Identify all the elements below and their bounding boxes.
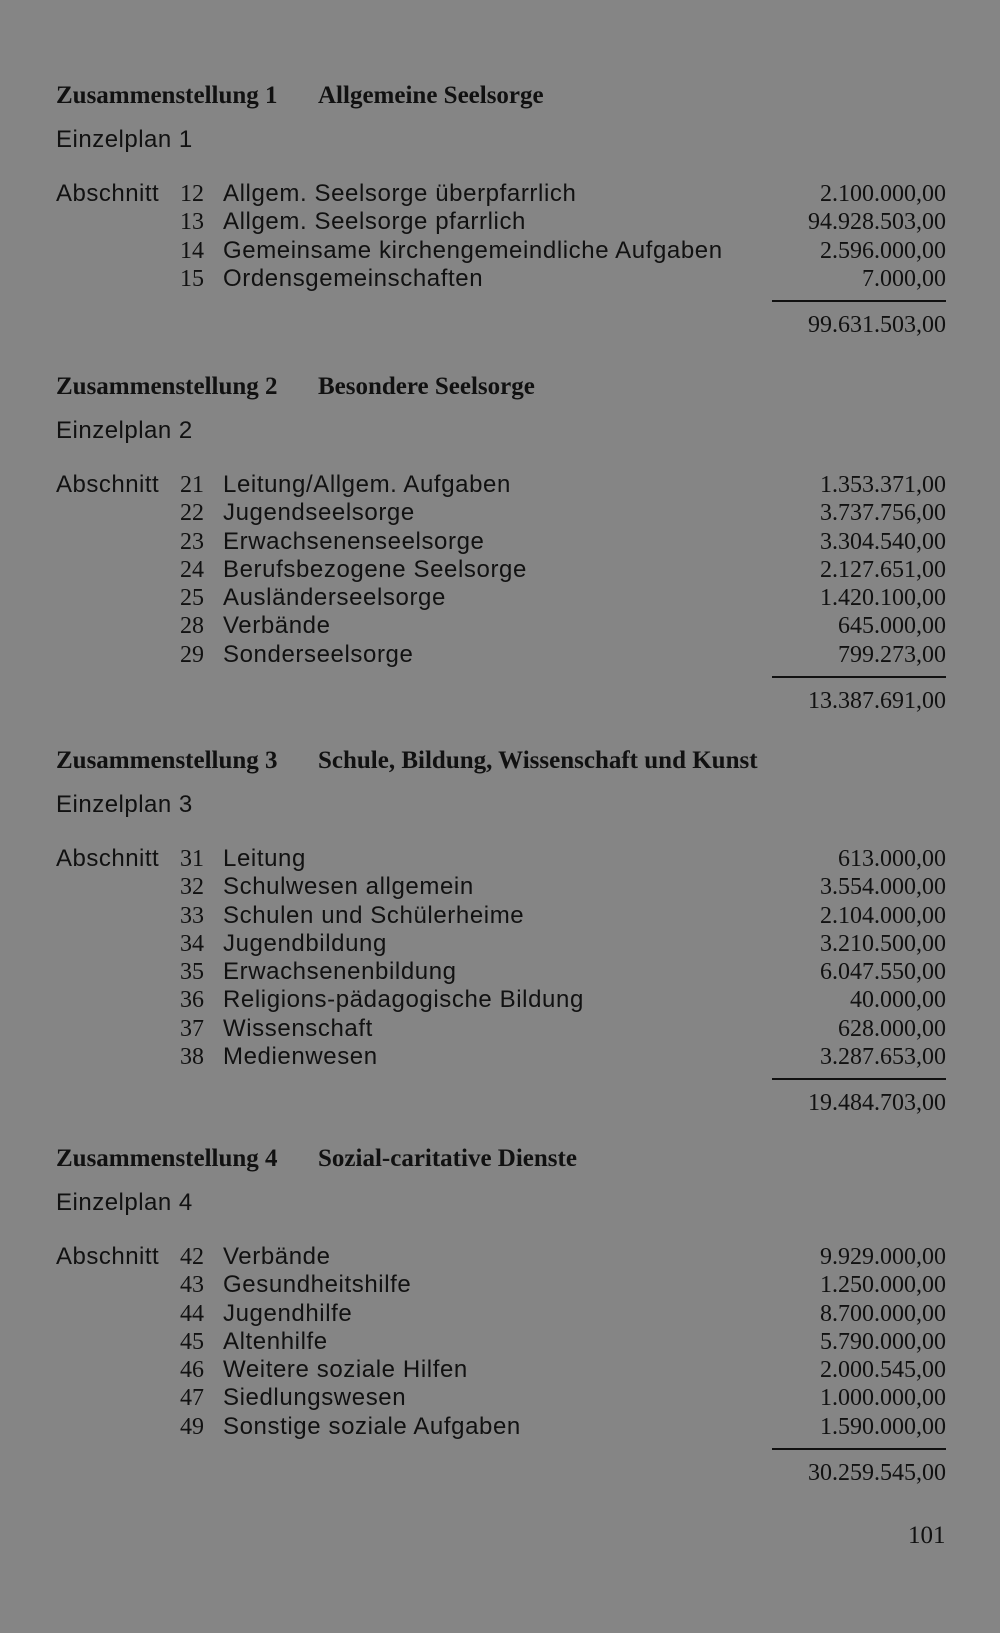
row-number: 45	[180, 1328, 204, 1355]
table-row	[56, 471, 946, 499]
row-label: Verbände	[223, 1243, 331, 1270]
row-amount: 2.596.000,00	[820, 237, 946, 264]
row-amount: 1.420.100,00	[820, 585, 946, 612]
table-row	[56, 641, 946, 669]
row-label: Ordensgemeinschaften	[223, 264, 484, 292]
row-label: Berufsbezogene Seelsorge	[223, 555, 527, 583]
abschnitt-table	[56, 845, 946, 1120]
row-number: 46	[180, 1357, 204, 1384]
row-amount: 613.000,00	[838, 846, 946, 872]
section-number-label: Zusammenstellung 2	[56, 373, 278, 400]
row-amount: 799.273,00	[838, 641, 946, 668]
row-amount: 2.100.000,00	[820, 181, 946, 207]
section-name: Besondere Seelsorge	[318, 373, 535, 400]
row-amount: 6.047.550,00	[820, 959, 946, 986]
row-label: Verbände	[223, 612, 331, 640]
table-row	[56, 1328, 946, 1356]
table-row	[56, 958, 946, 986]
row-amount: 94.928.503,00	[808, 209, 946, 236]
row-number: 15	[180, 265, 204, 292]
abschnitt-label: Abschnitt	[56, 471, 160, 498]
einzelplan-label: Einzelplan 3	[56, 791, 193, 818]
table-row	[56, 556, 946, 584]
section-total: 19.484.703,00	[808, 1090, 946, 1117]
row-amount: 1.353.371,00	[820, 472, 946, 498]
table-row	[56, 208, 946, 236]
table-row	[56, 1356, 946, 1384]
row-label: Jugendhilfe	[223, 1299, 353, 1327]
table-row	[56, 499, 946, 527]
row-amount: 3.554.000,00	[820, 874, 946, 901]
row-number: 38	[180, 1044, 204, 1071]
row-number: 34	[180, 930, 204, 957]
table-row	[56, 528, 946, 556]
table-row	[56, 612, 946, 640]
table-row	[56, 1384, 946, 1412]
row-amount: 1.000.000,00	[820, 1385, 946, 1412]
row-amount: 8.700.000,00	[820, 1300, 946, 1327]
row-label: Ausländerseelsorge	[223, 584, 446, 612]
einzelplan-label: Einzelplan 4	[56, 1189, 193, 1216]
row-number: 31	[180, 846, 204, 872]
row-number: 22	[180, 500, 204, 527]
row-amount: 3.304.540,00	[820, 528, 946, 555]
table-row	[56, 265, 946, 293]
table-row	[56, 930, 946, 958]
row-number: 28	[180, 613, 204, 640]
row-label: Jugendbildung	[223, 929, 387, 957]
row-number: 43	[180, 1272, 204, 1299]
abschnitt-table	[56, 180, 946, 342]
row-label: Sonderseelsorge	[223, 640, 414, 668]
sum-divider	[772, 1078, 946, 1080]
row-label: Erwachsenenbildung	[223, 958, 457, 986]
section-number-label: Zusammenstellung 3	[56, 747, 278, 774]
row-amount: 40.000,00	[850, 987, 946, 1014]
table-row	[56, 1413, 946, 1441]
row-amount: 2.000.545,00	[820, 1357, 946, 1384]
row-label: Jugendseelsorge	[223, 499, 415, 527]
einzelplan-label: Einzelplan 2	[56, 417, 193, 444]
row-amount: 1.250.000,00	[820, 1272, 946, 1299]
row-amount: 645.000,00	[838, 613, 946, 640]
row-label: Wissenschaft	[223, 1014, 373, 1042]
row-label: Erwachsenenseelsorge	[223, 527, 485, 555]
section-total: 13.387.691,00	[808, 688, 946, 715]
row-number: 13	[180, 209, 204, 236]
row-number: 36	[180, 987, 204, 1014]
row-label: Altenhilfe	[223, 1327, 328, 1355]
row-number: 37	[180, 1015, 204, 1042]
row-amount: 3.737.756,00	[820, 500, 946, 527]
abschnitt-label: Abschnitt	[56, 845, 160, 872]
row-label: Leitung	[223, 845, 306, 872]
section-name: Sozial-caritative Dienste	[318, 1145, 577, 1172]
row-label: Medienwesen	[223, 1043, 378, 1071]
table-row	[56, 1043, 946, 1071]
row-amount: 3.210.500,00	[820, 930, 946, 957]
row-label: Gesundheitshilfe	[223, 1271, 412, 1299]
abschnitt-table	[56, 471, 946, 718]
row-number: 49	[180, 1413, 204, 1440]
abschnitt-table	[56, 1243, 946, 1490]
table-row	[56, 1243, 946, 1271]
row-label: Sonstige soziale Aufgaben	[223, 1412, 521, 1440]
section-name: Allgemeine Seelsorge	[318, 82, 544, 109]
row-number: 32	[180, 874, 204, 901]
row-label: Siedlungswesen	[223, 1384, 407, 1412]
row-label: Allgem. Seelsorge überpfarrlich	[223, 180, 577, 207]
abschnitt-label: Abschnitt	[56, 1243, 160, 1270]
row-amount: 2.104.000,00	[820, 902, 946, 929]
section-number-label: Zusammenstellung 4	[56, 1145, 278, 1172]
row-amount: 2.127.651,00	[820, 556, 946, 583]
sum-divider	[772, 676, 946, 678]
row-number: 14	[180, 237, 204, 264]
table-row	[56, 237, 946, 265]
row-number: 23	[180, 528, 204, 555]
row-number: 44	[180, 1300, 204, 1327]
table-row	[56, 873, 946, 901]
row-amount: 9.929.000,00	[820, 1244, 946, 1270]
table-row	[56, 902, 946, 930]
table-row	[56, 180, 946, 208]
row-number: 12	[180, 181, 204, 207]
table-row	[56, 986, 946, 1014]
row-amount: 628.000,00	[838, 1015, 946, 1042]
row-label: Allgem. Seelsorge pfarrlich	[223, 208, 526, 236]
row-number: 29	[180, 641, 204, 668]
row-label: Schulen und Schülerheime	[223, 901, 525, 929]
table-row	[56, 1015, 946, 1043]
row-label: Religions-pädagogische Bildung	[223, 986, 584, 1014]
row-number: 25	[180, 585, 204, 612]
row-amount: 7.000,00	[862, 265, 946, 292]
row-amount: 1.590.000,00	[820, 1413, 946, 1440]
row-number: 21	[180, 472, 204, 498]
section-total: 30.259.545,00	[808, 1460, 946, 1487]
table-row	[56, 584, 946, 612]
sum-divider	[772, 1448, 946, 1450]
row-amount: 5.790.000,00	[820, 1328, 946, 1355]
einzelplan-label: Einzelplan 1	[56, 126, 193, 153]
table-row	[56, 845, 946, 873]
row-number: 33	[180, 902, 204, 929]
table-row	[56, 1271, 946, 1299]
row-label: Gemeinsame kirchengemeindliche Aufgaben	[223, 236, 723, 264]
section-total: 99.631.503,00	[808, 312, 946, 339]
abschnitt-label: Abschnitt	[56, 180, 160, 207]
page-number: 101	[908, 1522, 946, 1549]
section-number-label: Zusammenstellung 1	[56, 82, 278, 109]
section-name: Schule, Bildung, Wissenschaft und Kunst	[318, 747, 758, 774]
table-row	[56, 1300, 946, 1328]
row-number: 35	[180, 959, 204, 986]
row-number: 42	[180, 1244, 204, 1270]
row-number: 47	[180, 1385, 204, 1412]
sum-divider	[772, 300, 946, 302]
row-number: 24	[180, 556, 204, 583]
row-label: Schulwesen allgemein	[223, 873, 474, 901]
row-label: Leitung/Allgem. Aufgaben	[223, 471, 511, 498]
row-amount: 3.287.653,00	[820, 1044, 946, 1071]
row-label: Weitere soziale Hilfen	[223, 1356, 468, 1384]
